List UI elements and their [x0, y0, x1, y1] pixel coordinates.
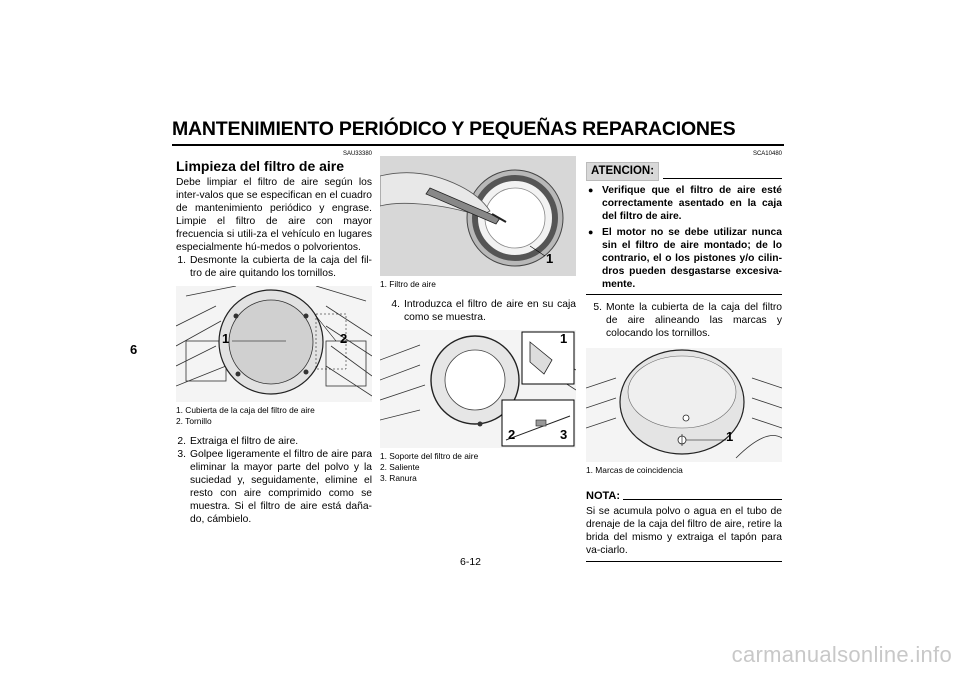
- callout-2: 2: [340, 331, 348, 346]
- cover-alignment-illustration: [586, 348, 782, 462]
- column-3: [586, 150, 782, 562]
- step-text: Monte la cubierta de la caja del filtro de aire alineando las marcas y colocando los tornillos.: [606, 302, 782, 339]
- caption-line: 2. Saliente: [380, 462, 420, 472]
- nota-header: [586, 490, 782, 503]
- callout-1: 1: [726, 429, 734, 444]
- step-text: Extraiga el filtro de aire.: [190, 436, 299, 447]
- header-rule: [172, 144, 784, 146]
- filter-installation-illustration: [380, 330, 576, 448]
- nota-label: NOTA:: [586, 490, 621, 502]
- caption-line: 1. Filtro de aire: [380, 279, 436, 289]
- figure-caption: [380, 451, 576, 484]
- step-number: 3.: [177, 449, 186, 460]
- watermark: carmanualsonline.info: [731, 642, 952, 667]
- step-2: [176, 435, 372, 448]
- page-number: 6-12: [460, 556, 482, 568]
- page-title: MANTENIMIENTO PERIÓDICO Y PEQUEÑAS REPARACIONES: [172, 118, 736, 140]
- caption-line: 1. Marcas de coincidencia: [586, 465, 683, 475]
- warning-bullet: [586, 184, 782, 223]
- atencion-header: [586, 162, 782, 181]
- section-title: Limpieza del filtro de aire: [176, 158, 345, 174]
- caption-line: 3. Ranura: [380, 473, 417, 483]
- atencion-label: ATENCION:: [586, 162, 659, 181]
- chapter-tab: 6: [130, 342, 138, 357]
- bullet-text: El motor no se debe utilizar nunca sin el filtro de aire montado; de lo contrario, el o los pistones y/o cilin-dros pueden desgastarse excesiva-mente.: [602, 227, 782, 290]
- callout-1: 1: [546, 251, 554, 266]
- nota-rule: [623, 499, 782, 500]
- column-1: [176, 150, 372, 526]
- step-number: 2.: [177, 436, 186, 447]
- callout-1: 1: [222, 331, 230, 346]
- figure-alignment-marks: [586, 348, 782, 462]
- intro-paragraph: Debe limpiar el filtro de aire según los inter-valos que se especifican en el cuadro de mantenimiento periódico y engrase. Limpie el filtro de aire con mayor frecuencia si utili-za el vehículo en lugares especialmente hú-medos o polvorientos.: [176, 177, 372, 253]
- step-text: Desmonte la cubierta de la caja del fil-tro de aire quitando los tornillos.: [190, 255, 372, 279]
- nota-end-rule: [586, 561, 782, 562]
- warning-bullet: [586, 226, 782, 291]
- bullet-icon: ●: [588, 227, 594, 237]
- bullet-text: Verifique que el filtro de aire esté correctamente asentado en la caja del filtro de aire.: [602, 185, 782, 222]
- caption-line: 1. Cubierta de la caja del filtro de aire: [176, 405, 315, 415]
- figure-caption: [176, 405, 372, 427]
- page-header: [172, 118, 784, 146]
- figure-filter-installation: [380, 330, 576, 448]
- callout-3: 3: [560, 427, 568, 442]
- section-code: SCA10480: [752, 151, 782, 157]
- figure-caption: [586, 465, 782, 476]
- atencion-rule: [663, 178, 782, 179]
- figure-air-filter: [380, 156, 576, 276]
- bullet-icon: ●: [588, 185, 594, 195]
- callout-1: 1: [560, 331, 568, 346]
- callout-2: 2: [508, 427, 516, 442]
- caption-line: 1. Soporte del filtro de aire: [380, 451, 479, 461]
- step-3: [176, 448, 372, 526]
- step-4: [380, 298, 576, 324]
- step-number: 5.: [593, 302, 602, 313]
- atencion-end-rule: [586, 294, 782, 295]
- step-number: 1.: [177, 255, 186, 266]
- step-text: Introduzca el filtro de aire en su caja como se muestra.: [404, 299, 576, 323]
- caption-line: 2. Tornillo: [176, 416, 212, 426]
- section-code: SAU33380: [342, 151, 372, 157]
- step-5: [586, 301, 782, 340]
- figure-air-filter-cover: [176, 286, 372, 402]
- step-text: Golpee ligeramente el filtro de aire para eliminar la mayor parte del polvo y la suciedad y, seguidamente, elimine el resto con aire comprimido como se muestra. Si el filtro de aire está daña-do, cámbielo.: [190, 449, 372, 525]
- step-number: 4.: [391, 299, 400, 310]
- figure-caption: [380, 279, 576, 290]
- nota-text: Si se acumula polvo o agua en el tubo de drenaje de la caja del filtro de aire, retire la brida del mismo y extraiga el tapón para va-ciarlo.: [586, 506, 782, 556]
- column-2: [380, 156, 576, 484]
- step-1: [176, 254, 372, 280]
